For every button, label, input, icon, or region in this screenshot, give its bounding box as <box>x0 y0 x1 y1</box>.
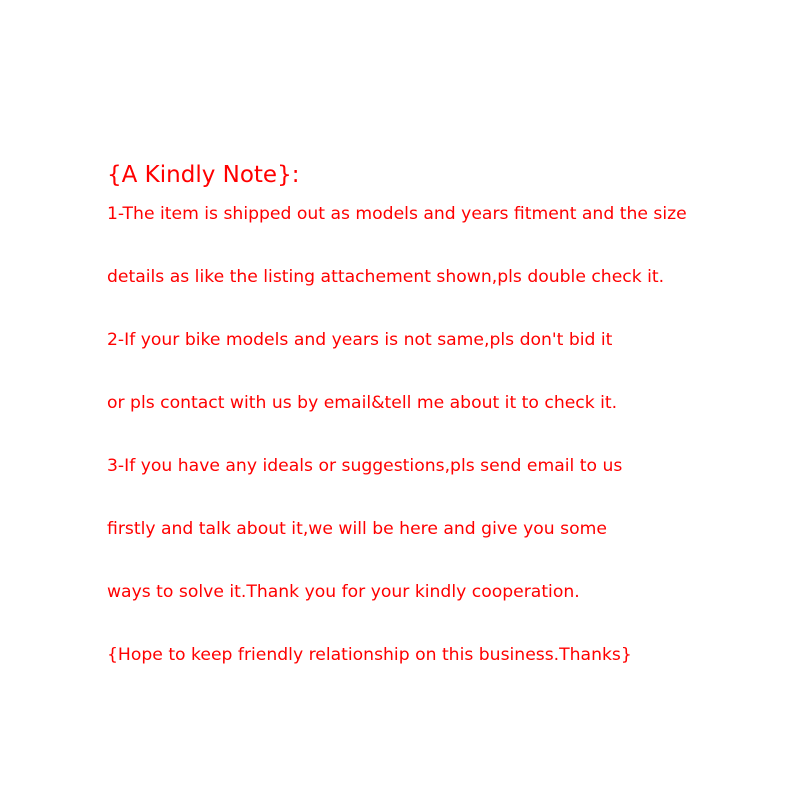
note-line: details as like the listing attachement shown,pls double check it. <box>107 267 665 287</box>
note-line: firstly and talk about it,we will be here and give you some <box>107 519 607 539</box>
note-line: 3-If you have any ideals or suggestions,pls send email to us <box>107 456 623 476</box>
note-title: {A Kindly Note}: <box>107 162 300 188</box>
note-line: ways to solve it.Thank you for your kindly cooperation. <box>107 582 580 602</box>
note-line: 1-The item is shipped out as models and years fitment and the size <box>107 204 687 224</box>
note-line: 2-If your bike models and years is not same,pls don't bid it <box>107 330 613 350</box>
note-line: or pls contact with us by email&tell me about it to check it. <box>107 393 618 413</box>
note-line: {Hope to keep friendly relationship on this business.Thanks} <box>107 645 632 665</box>
